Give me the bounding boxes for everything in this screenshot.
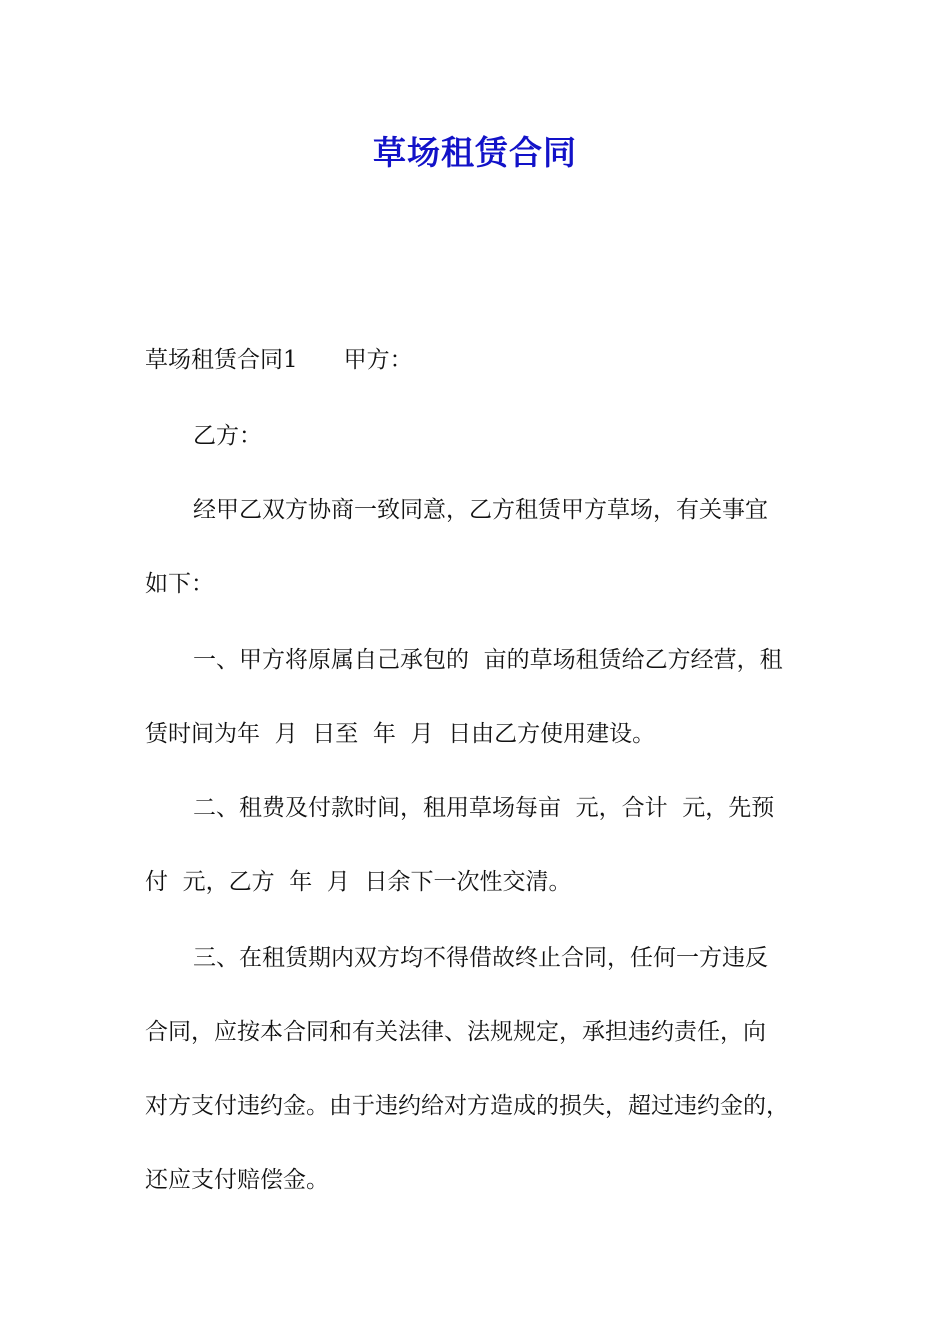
paragraph-line-4: 如下： [145,571,214,597]
paragraph-line-7: 二、租费及付款时间，租用草场每亩 元，合计 元，先预 [193,795,775,821]
paragraph-line-1: 草场租赁合同1 甲方： [145,347,413,373]
paragraph-line-8: 付 元，乙方 年 月 日余下一次性交清。 [145,869,572,895]
paragraph-line-10: 合同，应按本合同和有关法律、法规规定，承担违约责任，向 [145,1019,766,1045]
document-title: 草场租赁合同 [373,133,577,172]
paragraph-line-2: 乙方： [193,423,262,449]
paragraph-line-6: 赁时间为年 月 日至 年 月 日由乙方使用建设。 [145,721,656,747]
paragraph-line-5: 一、甲方将原属自己承包的 亩的草场租赁给乙方经营，租 [193,647,783,673]
paragraph-line-11: 对方支付违约金。由于违约给对方造成的损失，超过违约金的， [145,1093,789,1119]
paragraph-line-3: 经甲乙双方协商一致同意，乙方租赁甲方草场，有关事宜 [193,497,768,523]
paragraph-line-9: 三、在租赁期内双方均不得借故终止合同，任何一方违反 [193,945,768,971]
paragraph-line-12: 还应支付赔偿金。 [145,1167,329,1193]
